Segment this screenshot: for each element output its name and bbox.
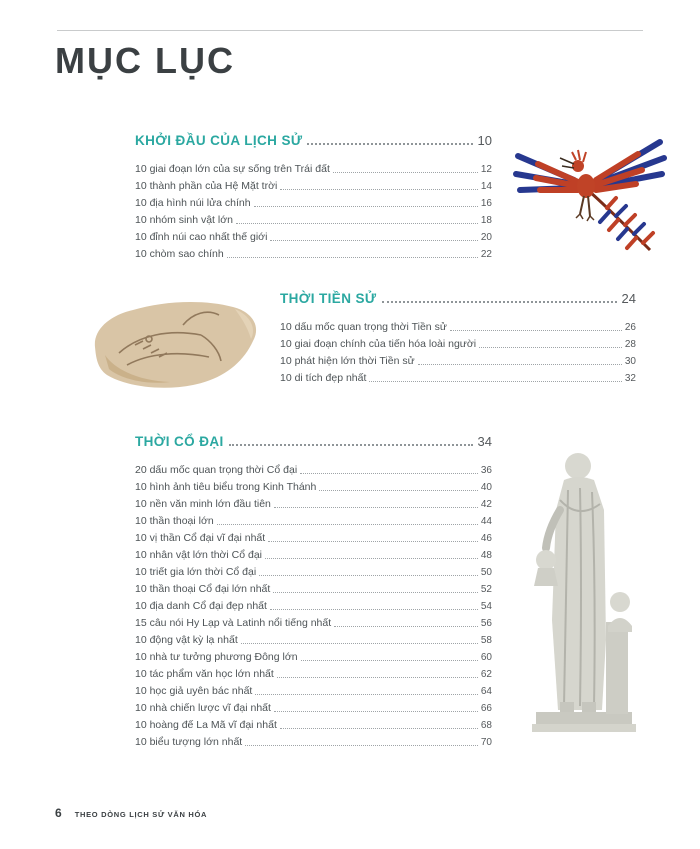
- dotted-leader: [479, 347, 622, 348]
- toc-item: [135, 158, 492, 175]
- toc-item-label: 10 nền văn minh lớn đầu tiên: [135, 498, 271, 510]
- toc-item-page: 12: [480, 164, 492, 175]
- dotted-leader: [241, 643, 478, 644]
- toc-item-page: 36: [480, 465, 492, 476]
- section-title: THỜI CỔ ĐẠI: [135, 434, 224, 449]
- section-page-number: 10: [477, 133, 492, 148]
- dotted-leader: [270, 240, 477, 241]
- toc-item-label: 10 thần thoại lớn: [135, 515, 214, 527]
- dotted-leader: [259, 575, 478, 576]
- toc-item-label: 10 nhóm sinh vật lớn: [135, 214, 233, 226]
- dotted-leader: [274, 711, 478, 712]
- toc-item-label: 10 triết gia lớn thời Cổ đại: [135, 566, 257, 578]
- toc-item-page: 14: [480, 181, 492, 192]
- dotted-leader: [333, 172, 478, 173]
- toc-item-label: 10 dấu mốc quan trọng thời Tiền sử: [280, 321, 447, 333]
- section-heading: [135, 133, 492, 148]
- dotted-leader: [277, 677, 478, 678]
- toc-item-label: 10 địa danh Cổ đại đẹp nhất: [135, 600, 267, 612]
- roman-statue: [508, 440, 662, 738]
- toc-item: [135, 731, 492, 748]
- dotted-leader: [369, 381, 621, 382]
- toc-item-page: 62: [480, 669, 492, 680]
- toc-item: [135, 663, 492, 680]
- toc-item-label: 10 đỉnh núi cao nhất thế giới: [135, 231, 268, 243]
- dotted-leader: [274, 507, 478, 508]
- toc-item-label: 10 biểu tượng lớn nhất: [135, 736, 243, 748]
- section-thoi-tien-su: [280, 291, 636, 384]
- toc-item-list: [135, 158, 492, 260]
- toc-item-page: 64: [480, 686, 492, 697]
- section-khoi-dau-cua-lich-su: [135, 133, 492, 260]
- toc-item-page: 20: [480, 232, 492, 243]
- toc-item: [135, 493, 492, 510]
- toc-item: [135, 476, 492, 493]
- toc-item-page: 30: [624, 356, 636, 367]
- toc-item-label: 15 câu nói Hy Lạp và Latinh nổi tiếng nhất: [135, 617, 332, 629]
- toc-item-label: 10 giai đoạn chính của tiến hóa loài người: [280, 338, 477, 350]
- dotted-leader: [319, 490, 478, 491]
- toc-item-label: 10 giai đoạn lớn của sự sống trên Trái đất: [135, 163, 330, 175]
- toc-item-page: 56: [480, 618, 492, 629]
- toc-item: [135, 544, 492, 561]
- prehistoric-carving: [85, 295, 265, 395]
- toc-item-label: 10 phát hiện lớn thời Tiền sử: [280, 355, 415, 367]
- section-title: THỜI TIỀN SỬ: [280, 291, 377, 306]
- dotted-leader: [268, 541, 478, 542]
- dotted-leader: [245, 745, 478, 746]
- page-footer: [55, 806, 207, 820]
- toc-item: [135, 510, 492, 527]
- section-heading: [135, 434, 492, 449]
- dotted-leader: [217, 524, 478, 525]
- toc-item-page: 66: [480, 703, 492, 714]
- dotted-leader: [254, 206, 478, 207]
- toc-item-label: 10 địa hình núi lửa chính: [135, 197, 251, 209]
- toc-item: [135, 209, 492, 226]
- toc-item-label: 10 tác phẩm văn học lớn nhất: [135, 668, 274, 680]
- toc-item-page: 48: [480, 550, 492, 561]
- dotted-leader: [307, 143, 472, 145]
- toc-item-page: 32: [624, 373, 636, 384]
- toc-item: [280, 350, 636, 367]
- toc-item-page: 50: [480, 567, 492, 578]
- dotted-leader: [236, 223, 478, 224]
- toc-item: [280, 316, 636, 333]
- toc-item-page: 44: [480, 516, 492, 527]
- toc-item-label: 10 nhân vật lớn thời Cổ đại: [135, 549, 263, 561]
- toc-item: [135, 175, 492, 192]
- toc-item-list: [135, 459, 492, 748]
- dotted-leader: [255, 694, 478, 695]
- top-divider: [57, 30, 643, 31]
- toc-item-page: 52: [480, 584, 492, 595]
- toc-item: [135, 697, 492, 714]
- section-title: KHỞI ĐẦU CỦA LỊCH SỬ: [135, 133, 303, 148]
- toc-item-label: 20 dấu mốc quan trọng thời Cổ đại: [135, 464, 298, 476]
- toc-item: [135, 714, 492, 731]
- dotted-leader: [280, 728, 478, 729]
- dotted-leader: [334, 626, 478, 627]
- toc-item-page: 18: [480, 215, 492, 226]
- toc-item-page: 70: [480, 737, 492, 748]
- toc-item: [135, 595, 492, 612]
- toc-item: [135, 612, 492, 629]
- toc-item-label: 10 chòm sao chính: [135, 248, 224, 260]
- section-heading: [280, 291, 636, 306]
- toc-item-page: 68: [480, 720, 492, 731]
- toc-item: [135, 646, 492, 663]
- footer-page-number: 6: [55, 806, 62, 820]
- toc-item: [135, 226, 492, 243]
- toc-item-label: 10 học giả uyên bác nhất: [135, 685, 253, 697]
- toc-item: [135, 459, 492, 476]
- toc-item: [135, 527, 492, 544]
- section-page-number: 34: [477, 434, 492, 449]
- dotted-leader: [270, 609, 478, 610]
- toc-item-label: 10 thành phần của Hệ Mặt trời: [135, 180, 278, 192]
- dotted-leader: [227, 257, 478, 258]
- toc-item: [135, 680, 492, 697]
- toc-item-page: 42: [480, 499, 492, 510]
- toc-item-label: 10 động vật kỳ lạ nhất: [135, 634, 238, 646]
- dotted-leader: [418, 364, 622, 365]
- toc-item-page: 46: [480, 533, 492, 544]
- toc-item-page: 22: [480, 249, 492, 260]
- toc-item: [135, 243, 492, 260]
- dotted-leader: [229, 444, 473, 446]
- toc-item-page: 58: [480, 635, 492, 646]
- toc-item-page: 26: [624, 322, 636, 333]
- dotted-leader: [265, 558, 478, 559]
- toc-item: [135, 629, 492, 646]
- toc-item-page: 60: [480, 652, 492, 663]
- dotted-leader: [273, 592, 478, 593]
- toc-item-page: 28: [624, 339, 636, 350]
- toc-item: [135, 192, 492, 209]
- toc-item: [135, 578, 492, 595]
- page-title: MỤC LỤC: [55, 40, 235, 81]
- dotted-leader: [450, 330, 622, 331]
- toc-item-label: 10 vị thần Cổ đại vĩ đại nhất: [135, 532, 266, 544]
- dotted-leader: [301, 660, 478, 661]
- footer-book-title: THEO DÒNG LỊCH SỬ VĂN HÓA: [74, 810, 208, 819]
- toc-item-label: 10 nhà tư tưởng phương Đông lớn: [135, 651, 298, 663]
- archaeopteryx-illustration: [512, 132, 667, 257]
- dotted-leader: [280, 189, 478, 190]
- toc-item-label: 10 thần thoại Cổ đại lớn nhất: [135, 583, 271, 595]
- section-page-number: 24: [621, 291, 636, 306]
- dotted-leader: [300, 473, 478, 474]
- toc-item: [280, 333, 636, 350]
- toc-item-list: [280, 316, 636, 384]
- dotted-leader: [382, 301, 617, 303]
- toc-item-page: 54: [480, 601, 492, 612]
- toc-item-label: 10 hoàng đế La Mã vĩ đại nhất: [135, 719, 277, 731]
- toc-item-page: 40: [480, 482, 492, 493]
- toc-item-label: 10 nhà chiến lược vĩ đại nhất: [135, 702, 271, 714]
- toc-item: [135, 561, 492, 578]
- toc-item-page: 16: [480, 198, 492, 209]
- toc-item: [280, 367, 636, 384]
- section-thoi-co-dai: [135, 434, 492, 748]
- toc-item-label: 10 hình ảnh tiêu biểu trong Kinh Thánh: [135, 481, 317, 493]
- toc-item-label: 10 di tích đẹp nhất: [280, 372, 367, 384]
